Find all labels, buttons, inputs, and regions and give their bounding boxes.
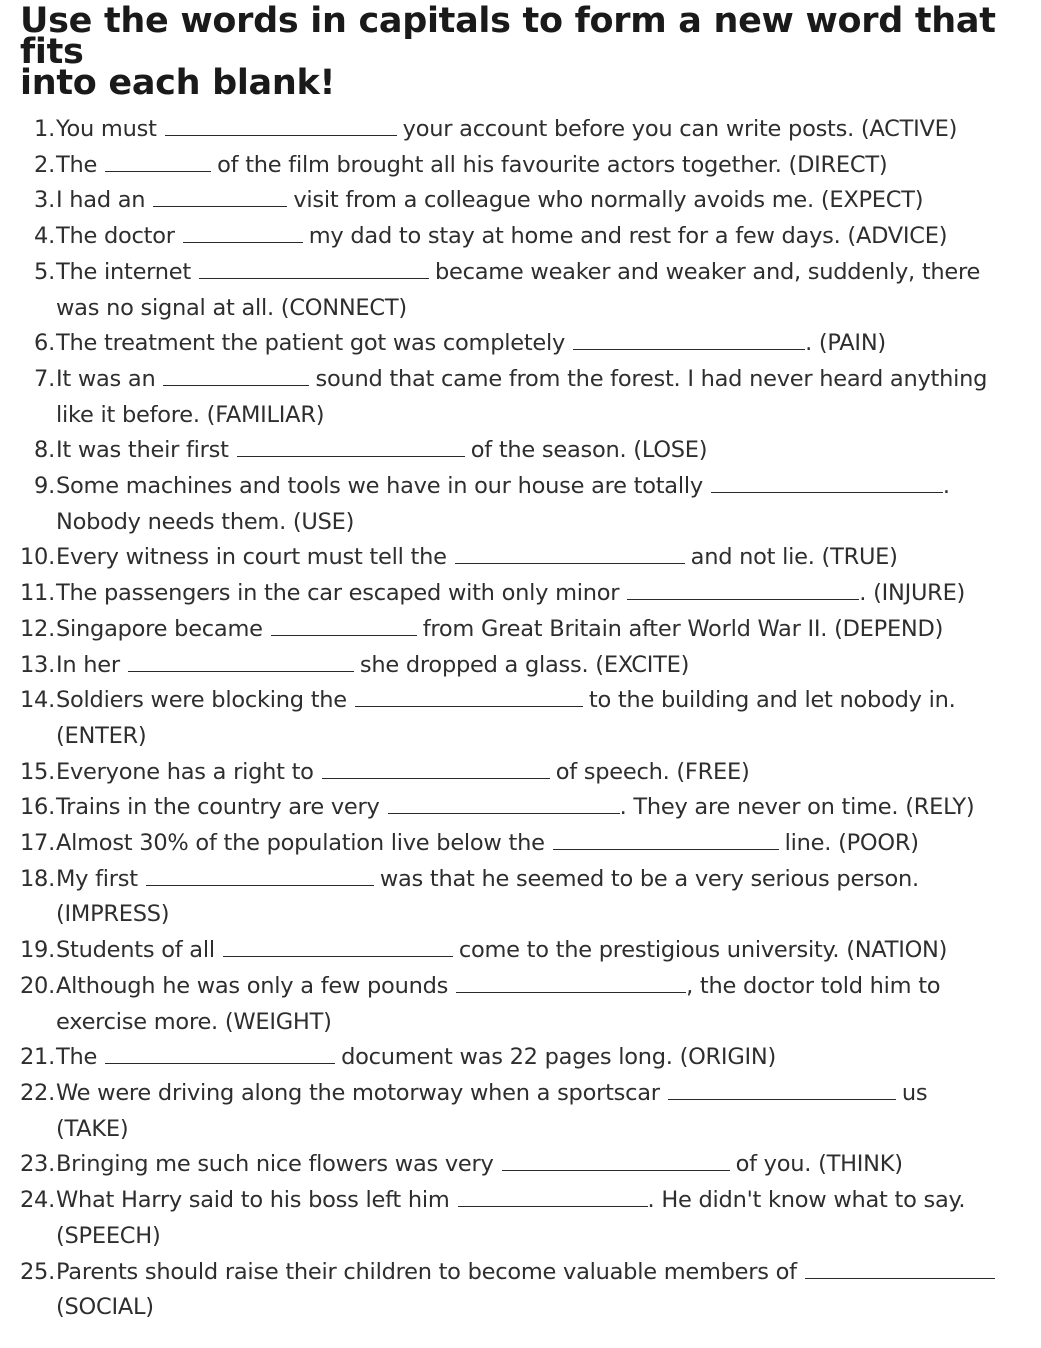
item-text-segment: us: [901, 1079, 928, 1106]
item-text-segment: Although he was only a few pounds: [56, 972, 449, 999]
exercise-item: [0, 576, 1041, 612]
exercise-item: [0, 1076, 1041, 1147]
item-text-segment: Soldiers were blocking the: [56, 687, 347, 714]
item-text: [56, 862, 1041, 933]
item-line: [56, 1147, 1041, 1183]
item-line: [56, 326, 1041, 362]
item-number: [0, 219, 56, 255]
item-text-segment: Everyone has a right to: [56, 758, 314, 785]
item-text-segment: . (INJURE): [859, 580, 966, 607]
item-number: [0, 183, 56, 219]
exercise-item: [0, 362, 1041, 433]
item-line: [56, 790, 1041, 826]
item-number: [0, 826, 56, 862]
item-number: [0, 433, 56, 469]
item-line: [56, 1255, 1041, 1291]
item-number: [0, 648, 56, 684]
item-text-segment: of you. (THINK): [735, 1151, 903, 1178]
exercise-item: [0, 755, 1041, 791]
item-line: [56, 433, 1041, 469]
item-line: [56, 1040, 1041, 1076]
item-text-segment: What Harry said to his boss left him: [56, 1187, 450, 1214]
item-text-segment: Some machines and tools we have in our house are totally: [56, 473, 703, 500]
item-number-text: 8.: [34, 437, 55, 464]
exercise-item: [0, 1147, 1041, 1183]
item-line: [56, 148, 1041, 184]
exercise-item: [0, 862, 1041, 933]
exercise-item: [0, 148, 1041, 184]
item-text-segment: your account before you can write posts. (ACTIVE): [402, 116, 958, 142]
answer-blank[interactable]: [165, 134, 397, 136]
item-line: [56, 612, 1041, 648]
item-continuation: exercise more. (WEIGHT): [56, 1008, 332, 1035]
item-text: [56, 755, 1041, 791]
exercise-item: [0, 469, 1041, 540]
item-text-segment: In her: [56, 651, 120, 678]
item-text: [56, 362, 1041, 433]
item-number-text: 21.: [19, 1044, 55, 1071]
item-number: [0, 576, 56, 612]
exercise-item: [0, 790, 1041, 826]
exercise-item: [0, 683, 1041, 754]
item-number: [0, 862, 56, 933]
exercise-item: [0, 112, 1041, 148]
exercise-item: [0, 433, 1041, 469]
item-continuation: (SPEECH): [56, 1222, 161, 1249]
answer-blank[interactable]: [128, 670, 354, 672]
exercise-item: [0, 612, 1041, 648]
item-text: [56, 112, 1041, 148]
item-number-text: 9.: [34, 473, 55, 500]
item-line: [56, 255, 1041, 291]
item-text: [56, 1255, 1041, 1326]
item-text-segment: My first: [56, 865, 138, 892]
item-line: [56, 469, 1041, 505]
item-number-text: 10.: [19, 544, 55, 571]
item-line: [56, 969, 1041, 1005]
item-line: [56, 1076, 1041, 1112]
item-line: [56, 933, 1041, 969]
answer-blank[interactable]: [355, 705, 583, 707]
item-text-segment: of speech. (FREE): [555, 758, 750, 785]
page-title: [20, 1, 1041, 103]
item-text-segment: was that he seemed to be a very serious person.: [379, 865, 919, 892]
answer-blank[interactable]: [502, 1169, 730, 1171]
item-text-segment: come to the prestigious university. (NATION): [458, 937, 948, 964]
item-number: [0, 326, 56, 362]
item-number-text: 18.: [19, 865, 55, 892]
item-text: [56, 1040, 1041, 1076]
answer-blank[interactable]: [805, 1277, 995, 1279]
answer-blank[interactable]: [237, 455, 465, 457]
exercise-item: [0, 1255, 1041, 1326]
item-text: [56, 433, 1041, 469]
item-text-segment: and not lie. (TRUE): [690, 544, 898, 571]
item-line: [56, 112, 1041, 148]
item-number-text: 19.: [19, 937, 55, 964]
item-text: [56, 469, 1041, 540]
item-line: [56, 1183, 1041, 1219]
exercise-item: [0, 540, 1041, 576]
item-text: [56, 933, 1041, 969]
answer-blank[interactable]: [668, 1098, 896, 1100]
exercise-item: [0, 183, 1041, 219]
item-text-segment: The: [56, 151, 98, 178]
exercise-item: [0, 826, 1041, 862]
exercise-item: [0, 326, 1041, 362]
item-text-segment: .: [942, 473, 950, 500]
item-text-segment: Singapore became: [56, 615, 263, 642]
answer-blank[interactable]: [455, 562, 685, 564]
item-number: [0, 1076, 56, 1147]
item-number-text: 17.: [19, 830, 55, 857]
item-number: [0, 1147, 56, 1183]
item-text-segment: . (PAIN): [805, 330, 886, 357]
answer-blank[interactable]: [146, 884, 374, 886]
item-number: [0, 1183, 56, 1254]
item-number-text: 7.: [34, 365, 55, 392]
item-number: [0, 255, 56, 326]
item-continuation: (SOCIAL): [56, 1294, 154, 1321]
item-line: [56, 862, 1041, 898]
item-number: [0, 969, 56, 1040]
item-text-segment: The doctor: [56, 223, 175, 250]
item-text: [56, 255, 1041, 326]
item-number: [0, 683, 56, 754]
item-number: [0, 540, 56, 576]
item-text-segment: Every witness in court must tell the: [56, 544, 447, 571]
answer-blank[interactable]: [573, 348, 805, 350]
item-line: [56, 576, 1041, 612]
item-text-segment: from Great Britain after World War II. (DEPEND): [422, 615, 944, 642]
answer-blank[interactable]: [627, 598, 859, 600]
item-text-segment: It was their first: [56, 437, 229, 464]
item-number-text: 1.: [34, 116, 55, 142]
item-text-segment: . He didn't know what to say.: [647, 1187, 966, 1214]
exercise-item: [0, 255, 1041, 326]
item-number-text: 2.: [34, 151, 55, 178]
item-number-text: 23.: [19, 1151, 55, 1178]
item-text-segment: to the building and let nobody in.: [588, 687, 956, 714]
item-line: [56, 683, 1041, 719]
item-number-text: 20.: [19, 972, 55, 999]
item-line: [56, 648, 1041, 684]
item-text-segment: she dropped a glass. (EXCITE): [359, 651, 690, 678]
item-text: [56, 1076, 1041, 1147]
item-number: [0, 1040, 56, 1076]
item-text: [56, 790, 1041, 826]
answer-blank[interactable]: [163, 384, 309, 386]
item-number-text: 24.: [19, 1187, 55, 1214]
item-line: [56, 540, 1041, 576]
item-number-text: 4.: [34, 223, 55, 250]
item-number: [0, 148, 56, 184]
item-number-text: 5.: [34, 258, 55, 285]
item-text-segment: sound that came from the forest. I had never heard anything: [315, 365, 988, 392]
item-number-text: 13.: [19, 651, 55, 678]
item-text-segment: The treatment the patient got was completely: [56, 330, 566, 357]
item-text-segment: , the doctor told him to: [686, 972, 941, 999]
answer-blank[interactable]: [199, 277, 429, 279]
item-text-segment: It was an: [56, 365, 156, 392]
item-text-segment: Bringing me such nice flowers was very: [56, 1151, 494, 1178]
item-number-text: 6.: [34, 330, 55, 357]
item-number-text: 12.: [19, 615, 55, 642]
answer-blank[interactable]: [456, 991, 686, 993]
item-text-segment: became weaker and weaker and, suddenly, there: [434, 258, 981, 285]
item-text: [56, 326, 1041, 362]
answer-blank[interactable]: [105, 1062, 335, 1064]
answer-blank[interactable]: [271, 634, 417, 636]
answer-blank[interactable]: [388, 812, 620, 814]
item-text-segment: You must: [56, 116, 157, 142]
exercise-item: [0, 219, 1041, 255]
item-number-text: 25.: [19, 1258, 55, 1285]
item-line: [56, 362, 1041, 398]
item-number: [0, 1255, 56, 1326]
item-text: [56, 969, 1041, 1040]
item-continuation: (ENTER): [56, 722, 147, 749]
item-text: [56, 1147, 1041, 1183]
item-text: [56, 219, 1041, 255]
exercise-item: [0, 969, 1041, 1040]
item-text: [56, 826, 1041, 862]
item-continuation: was no signal at all. (CONNECT): [56, 294, 407, 321]
item-number-text: 22.: [19, 1079, 55, 1106]
item-text: [56, 1183, 1041, 1254]
item-text-segment: We were driving along the motorway when a sportscar: [56, 1079, 660, 1106]
item-text: [56, 576, 1041, 612]
item-text-segment: of the film brought all his favourite actors together. (DIRECT): [217, 151, 888, 178]
item-text: [56, 540, 1041, 576]
item-text-segment: The passengers in the car escaped with only minor: [56, 580, 620, 607]
item-text-segment: visit from a colleague who normally avoids me. (EXPECT): [293, 187, 924, 214]
item-number: [0, 612, 56, 648]
item-text: [56, 648, 1041, 684]
answer-blank[interactable]: [153, 205, 287, 207]
item-text: [56, 183, 1041, 219]
item-text: [56, 612, 1041, 648]
answer-blank[interactable]: [322, 777, 550, 779]
item-number: [0, 933, 56, 969]
item-text-segment: document was 22 pages long. (ORIGIN): [341, 1044, 777, 1071]
item-text-segment: The internet: [56, 258, 191, 285]
item-text-segment: my dad to stay at home and rest for a few days. (ADVICE): [308, 223, 948, 250]
item-text-segment: Almost 30% of the population live below the: [56, 830, 545, 857]
item-number: [0, 112, 56, 148]
item-number-text: 15.: [19, 758, 55, 785]
exercise-item: [0, 648, 1041, 684]
answer-blank[interactable]: [105, 170, 211, 172]
exercise-item: [0, 1040, 1041, 1076]
item-text-segment: Trains in the country are very: [56, 794, 380, 821]
item-number: [0, 755, 56, 791]
item-number: [0, 469, 56, 540]
answer-blank[interactable]: [553, 848, 779, 850]
title-line-1: Use the words in capitals to form a new word that fits: [20, 1, 996, 72]
answer-blank[interactable]: [458, 1205, 648, 1207]
exercise-item: [0, 933, 1041, 969]
item-number: [0, 362, 56, 433]
item-continuation: Nobody needs them. (USE): [56, 508, 355, 535]
item-line: [56, 183, 1041, 219]
item-number-text: 16.: [19, 794, 55, 821]
answer-blank[interactable]: [711, 491, 943, 493]
item-line: [56, 826, 1041, 862]
item-text: [56, 148, 1041, 184]
item-text-segment: Parents should raise their children to become valuable members of: [56, 1258, 797, 1285]
item-continuation: (IMPRESS): [56, 901, 170, 928]
item-line: [56, 219, 1041, 255]
item-text-segment: . They are never on time. (RELY): [619, 794, 975, 821]
item-line: [56, 755, 1041, 791]
item-text: [56, 683, 1041, 754]
item-number-text: 14.: [19, 687, 55, 714]
item-continuation: like it before. (FAMILIAR): [56, 401, 325, 428]
item-number-text: 11.: [19, 580, 55, 607]
item-text-segment: of the season. (LOSE): [470, 437, 708, 464]
answer-blank[interactable]: [223, 955, 453, 957]
item-number: [0, 790, 56, 826]
item-number-text: 3.: [34, 187, 55, 214]
item-text-segment: The: [56, 1044, 98, 1071]
exercise-item: [0, 1183, 1041, 1254]
title-line-2: into each blank!: [20, 63, 336, 103]
exercise-list: [0, 112, 1041, 1326]
item-continuation: (TAKE): [56, 1115, 129, 1142]
item-text-segment: line. (POOR): [784, 830, 919, 857]
answer-blank[interactable]: [183, 241, 303, 243]
item-text-segment: I had an: [56, 187, 146, 214]
item-text-segment: Students of all: [56, 937, 215, 964]
